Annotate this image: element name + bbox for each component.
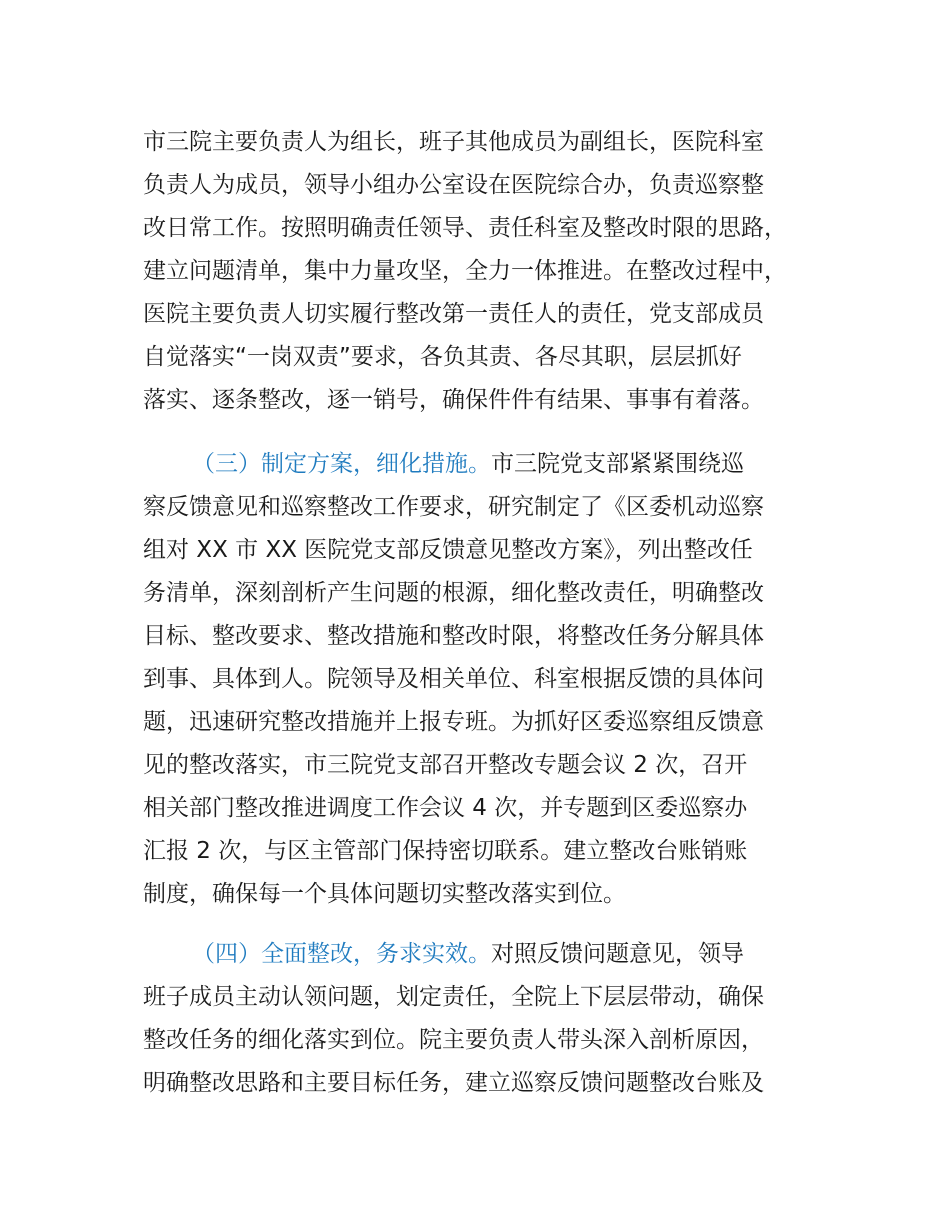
paragraph-1-line-5: 医院主要负责人切实履行整改第一责任人的责任，党支部成员 xyxy=(143,301,764,327)
paragraph-2-line-9: 相关部门整改推进调度工作会议 4 次，并专题到区委巡察办 xyxy=(143,795,748,821)
paragraph-1-line-7: 落实、逐条整改，逐一销号，确保件件有结果、事事有着落。 xyxy=(143,387,764,413)
paragraph-2-first-line-text: 市三院党支部紧紧围绕巡 xyxy=(491,451,744,477)
paragraph-3-line-2: 班子成员主动认领问题，划定责任，全院上下层层带动，确保 xyxy=(143,984,764,1010)
paragraph-2-line-11: 制度，确保每一个具体问题切实整改落实到位。 xyxy=(143,881,626,907)
paragraph-2-line-6: 到事、具体到人。院领导及相关单位、科室根据反馈的具体问 xyxy=(143,666,764,692)
paragraph-3-first-line-text: 对照反馈问题意见，领导 xyxy=(491,941,744,967)
paragraph-3-first-line xyxy=(192,939,843,969)
paragraph-2-line-10: 汇报 2 次，与区主管部门保持密切联系。建立整改台账销账 xyxy=(143,838,748,864)
paragraph-2-line-7: 题，迅速研究整改措施并上报专班。为抓好区委巡察组反馈意 xyxy=(143,709,764,735)
paragraph-1-line-1: 市三院主要负责人为组长，班子其他成员为副组长，医院科室 xyxy=(143,129,764,155)
paragraph-2-line-2: 察反馈意见和巡察整改工作要求，研究制定了《区委机动巡察 xyxy=(143,494,764,520)
paragraph-2-line-5: 目标、整改要求、整改措施和整改时限，将整改任务分解具体 xyxy=(143,623,764,649)
section-heading-3: （三）制定方案，细化措施。 xyxy=(192,451,491,477)
paragraph-3-line-3: 整改任务的细化落实到位。院主要负责人带头深入剖析原因， xyxy=(143,1027,764,1053)
paragraph-1-line-2: 负责人为成员，领导小组办公室设在医院综合办，负责巡察整 xyxy=(143,172,764,198)
section-heading-4: （四）全面整改，务求实效。 xyxy=(192,941,491,967)
paragraph-1-line-6: 自觉落实“一岗双责”要求，各负其责、各尽其职，层层抓好 xyxy=(143,344,742,370)
paragraph-1-line-3: 改日常工作。按照明确责任领导、责任科室及整改时限的思路， xyxy=(143,215,787,241)
paragraph-2-line-4: 务清单，深刻剖析产生问题的根源，细化整改责任，明确整改 xyxy=(143,580,764,606)
paragraph-2-line-8: 见的整改落实，市三院党支部召开整改专题会议 2 次，召开 xyxy=(143,752,748,778)
paragraph-2-line-3: 组对 XX 市 XX 医院党支部反馈意见整改方案》，列出整改任 xyxy=(143,537,753,563)
paragraph-3-line-4: 明确整改思路和主要目标任务，建立巡察反馈问题整改台账及 xyxy=(143,1070,764,1096)
paragraph-1-line-4: 建立问题清单，集中力量攻坚，全力一体推进。在整改过程中， xyxy=(143,258,787,284)
paragraph-2-first-line xyxy=(192,449,843,479)
